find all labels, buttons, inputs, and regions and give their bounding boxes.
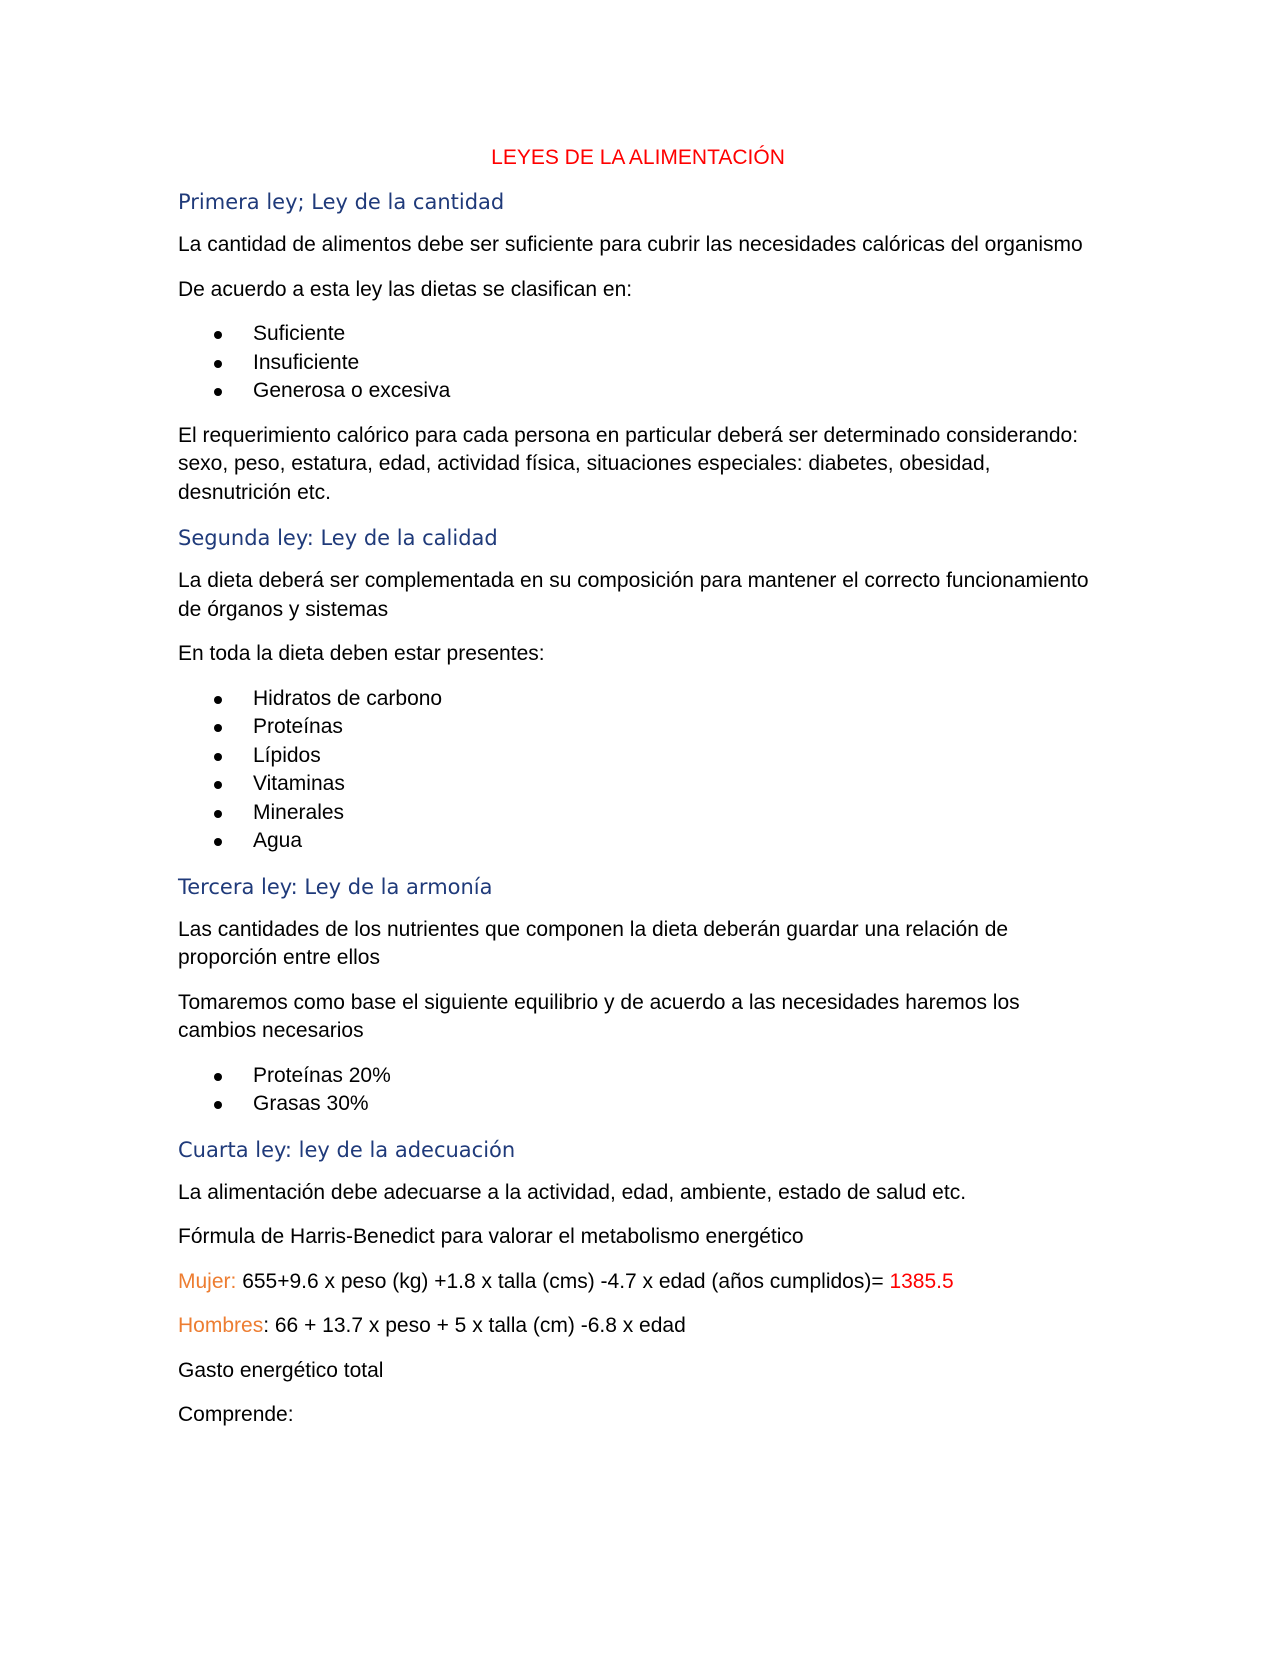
list-item: Agua <box>178 827 1098 856</box>
list-item: Generosa o excesiva <box>178 377 1098 406</box>
law2-list <box>178 685 1098 856</box>
law3-heading: Tercera ley: Ley de la armonía <box>178 874 493 899</box>
law4-paragraph-2: Fórmula de Harris-Benedict para valorar el metabolismo energético <box>178 1225 804 1248</box>
list-item: Lípidos <box>178 742 1098 771</box>
bullet-icon <box>214 724 222 732</box>
law1-paragraph-1: La cantidad de alimentos debe ser suficiente para cubrir las necesidades calóricas del organismo <box>178 233 1083 256</box>
law1-paragraph-3: El requerimiento calórico para cada persona en particular deberá ser determinado considerando: sexo, peso, estatura, edad, actividad física, situaciones especiales: diabetes, obesidad, desnutrición etc. <box>178 423 1079 504</box>
law4-paragraph-1: La alimentación debe adecuarse a la actividad, edad, ambiente, estado de salud etc. <box>178 1180 967 1204</box>
list-item: Grasas 30% <box>178 1090 1098 1119</box>
law2-paragraph-2: En toda la dieta deben estar presentes: <box>178 642 545 665</box>
bullet-icon <box>214 753 222 761</box>
men-formula: : 66 + 13.7 x peso + 5 x talla (cm) -6.8 x edad <box>263 1314 686 1337</box>
law4-paragraph-3: Gasto energético total <box>178 1358 384 1382</box>
law1-paragraph-2: De acuerdo a esta ley las dietas se clasifican en: <box>178 277 633 301</box>
bullet-icon <box>214 838 222 846</box>
women-result: 1385.5 <box>889 1269 954 1293</box>
bullet-icon <box>214 331 222 339</box>
list-item: Vitaminas <box>178 770 1098 799</box>
bullet-icon <box>214 781 222 789</box>
law2-paragraph-1: La dieta deberá ser complementada en su composición para mantener el correcto funcionamiento de órganos y sistemas <box>178 569 1089 621</box>
bullet-icon <box>214 388 222 396</box>
women-formula-line <box>178 1268 1098 1297</box>
law4-heading: Cuarta ley: ley de la adecuación <box>178 1137 516 1162</box>
law3-list <box>178 1062 1098 1119</box>
list-item: Proteínas <box>178 713 1098 742</box>
men-label: Hombres <box>178 1314 264 1337</box>
law1-heading: Primera ley; Ley de la cantidad <box>178 190 505 214</box>
women-label: Mujer: <box>178 1269 237 1293</box>
list-item: Insuficiente <box>178 349 1098 378</box>
law1-list <box>178 320 1098 406</box>
law4-paragraph-4: Comprende: <box>178 1403 294 1426</box>
bullet-icon <box>214 810 222 818</box>
bullet-icon <box>214 1073 222 1081</box>
bullet-icon <box>214 696 222 704</box>
list-item: Suficiente <box>178 320 1098 349</box>
list-item: Minerales <box>178 799 1098 828</box>
women-formula: 655+9.6 x peso (kg) +1.8 x talla (cms) -4.7 x edad (años cumplidos)= <box>236 1269 890 1293</box>
document-title: LEYES DE LA ALIMENTACIÓN <box>491 146 785 169</box>
bullet-icon <box>214 1101 222 1109</box>
bullet-icon <box>214 360 222 368</box>
law3-paragraph-2: Tomaremos como base el siguiente equilibrio y de acuerdo a las necesidades haremos los cambios necesarios <box>178 990 1020 1042</box>
men-formula-line <box>178 1312 1098 1341</box>
document-page <box>178 143 1098 1446</box>
list-item: Proteínas 20% <box>178 1062 1098 1091</box>
list-item: Hidratos de carbono <box>178 685 1098 714</box>
law3-paragraph-1: Las cantidades de los nutrientes que componen la dieta deberán guardar una relación de proporción entre ellos <box>178 917 1009 969</box>
law2-heading: Segunda ley: Ley de la calidad <box>178 526 498 550</box>
